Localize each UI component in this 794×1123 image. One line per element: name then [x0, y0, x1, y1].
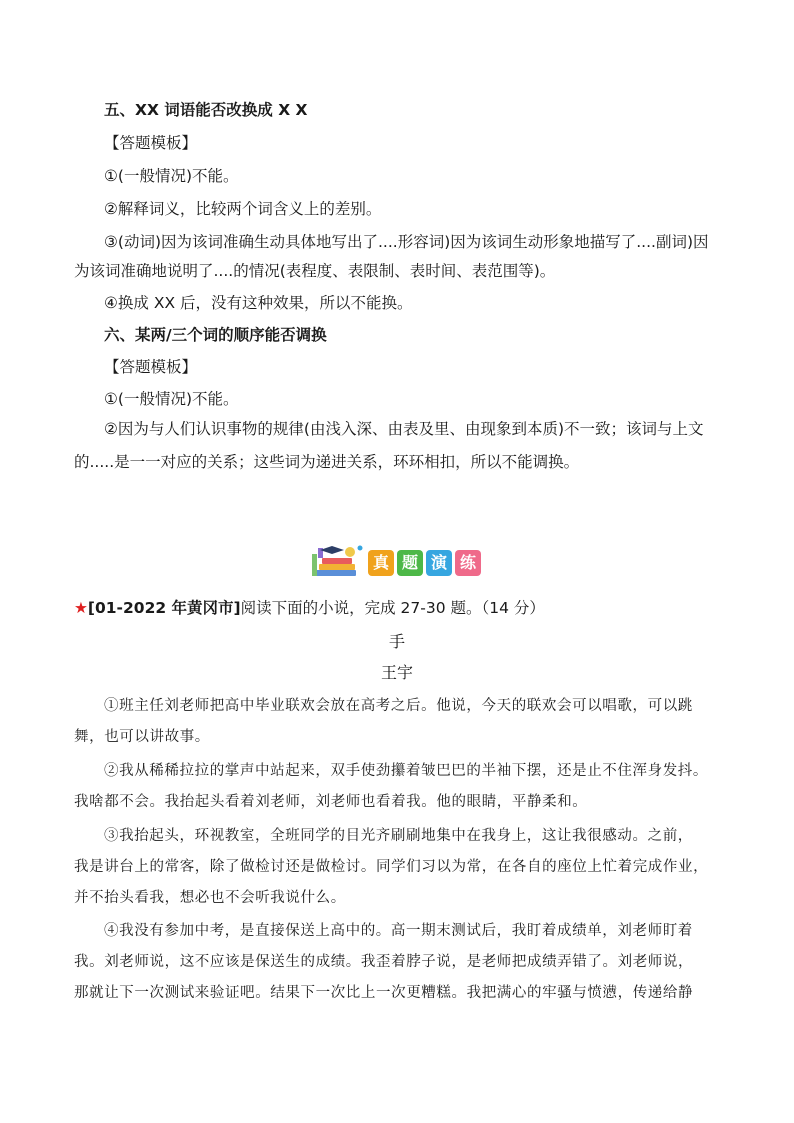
story-line-6: 我是讲台上的常客，除了做检讨还是做检讨。同学们习以为常，在各自的座位上忙着完成作业， — [74, 859, 709, 875]
story-line-9: 我。刘老师说，这不应该是保送生的成绩。我歪着脖子说，是老师把成绩弄错了。刘老师说， — [74, 954, 694, 970]
star-icon: ★ — [74, 599, 88, 617]
section-5-item-1: ①(一般情况)不能。 — [104, 167, 239, 185]
story-line-3: ②我从稀稀拉拉的掌声中站起来，双手使劲攥着皱巴巴的半袖下摆，还是止不住浑身发抖。 — [104, 763, 708, 779]
story-line-7: 并不抬头看我，想必也不会听我说什么。 — [74, 890, 346, 906]
practice-banner — [310, 544, 486, 580]
story-line-10: 那就让下一次测试来验证吧。结果下一次比上一次更糟糕。我把满心的牢骚与愤懑，传递给静 — [74, 985, 694, 1001]
section-6-item-2: ②因为与人们认识事物的规律(由浅入深、由表及里、由现象到本质)不一致；该词与上文 — [104, 420, 704, 438]
banner-char-3: 演 — [426, 550, 452, 576]
section-5-heading: 五、XX 词语能否改换成 X X — [104, 101, 308, 119]
story-title: 手 — [388, 632, 405, 651]
question-intro — [74, 598, 724, 618]
story-line-4: 我啥都不会。我抬起头看着刘老师，刘老师也看着我。他的眼睛，平静柔和。 — [74, 794, 588, 810]
story-line-5: ③我抬起头，环视教室，全班同学的目光齐刷刷地集中在我身上，这让我很感动。之前， — [104, 828, 693, 844]
section-5-item-3-continued: 为该词准确地说明了....的情况(表程度、表限制、表时间、表范围等)。 — [74, 262, 556, 280]
question-instruction: 阅读下面的小说，完成 27-30 题。（14 分） — [240, 599, 545, 617]
section-6-item-1: ①(一般情况)不能。 — [104, 390, 239, 408]
answer-template-label: 【答题模板】 — [104, 358, 198, 376]
banner-char-2: 题 — [397, 550, 423, 576]
story-line-1: ①班主任刘老师把高中毕业联欢会放在高考之后。他说，今天的联欢会可以唱歌，可以跳 — [104, 698, 693, 714]
banner-char-4: 练 — [455, 550, 481, 576]
section-6-item-2-continued: 的.....是一一对应的关系；这些词为递进关系，环环相扣，所以不能调换。 — [74, 453, 580, 471]
section-5-item-4: ④换成 XX 后，没有这种效果，所以不能换。 — [104, 294, 413, 312]
story-author: 王宇 — [380, 663, 413, 682]
section-5-item-3: ③(动词)因为该词准确生动具体地写出了....形容词)因为该词生动形象地描写了....副词)因 — [104, 233, 709, 251]
story-line-2: 舞，也可以讲故事。 — [74, 729, 210, 745]
banner-char-1: 真 — [368, 550, 394, 576]
section-5-item-2: ②解释词义，比较两个词含义上的差别。 — [104, 200, 382, 218]
question-source: [01-2022 年黄冈市] — [87, 599, 241, 617]
books-icon — [310, 544, 366, 578]
answer-template-label: 【答题模板】 — [104, 134, 198, 152]
story-line-8: ④我没有参加中考，是直接保送上高中的。高一期末测试后，我盯着成绩单，刘老师盯着 — [104, 923, 693, 939]
section-6-heading: 六、某两/三个词的顺序能否调换 — [104, 326, 327, 344]
